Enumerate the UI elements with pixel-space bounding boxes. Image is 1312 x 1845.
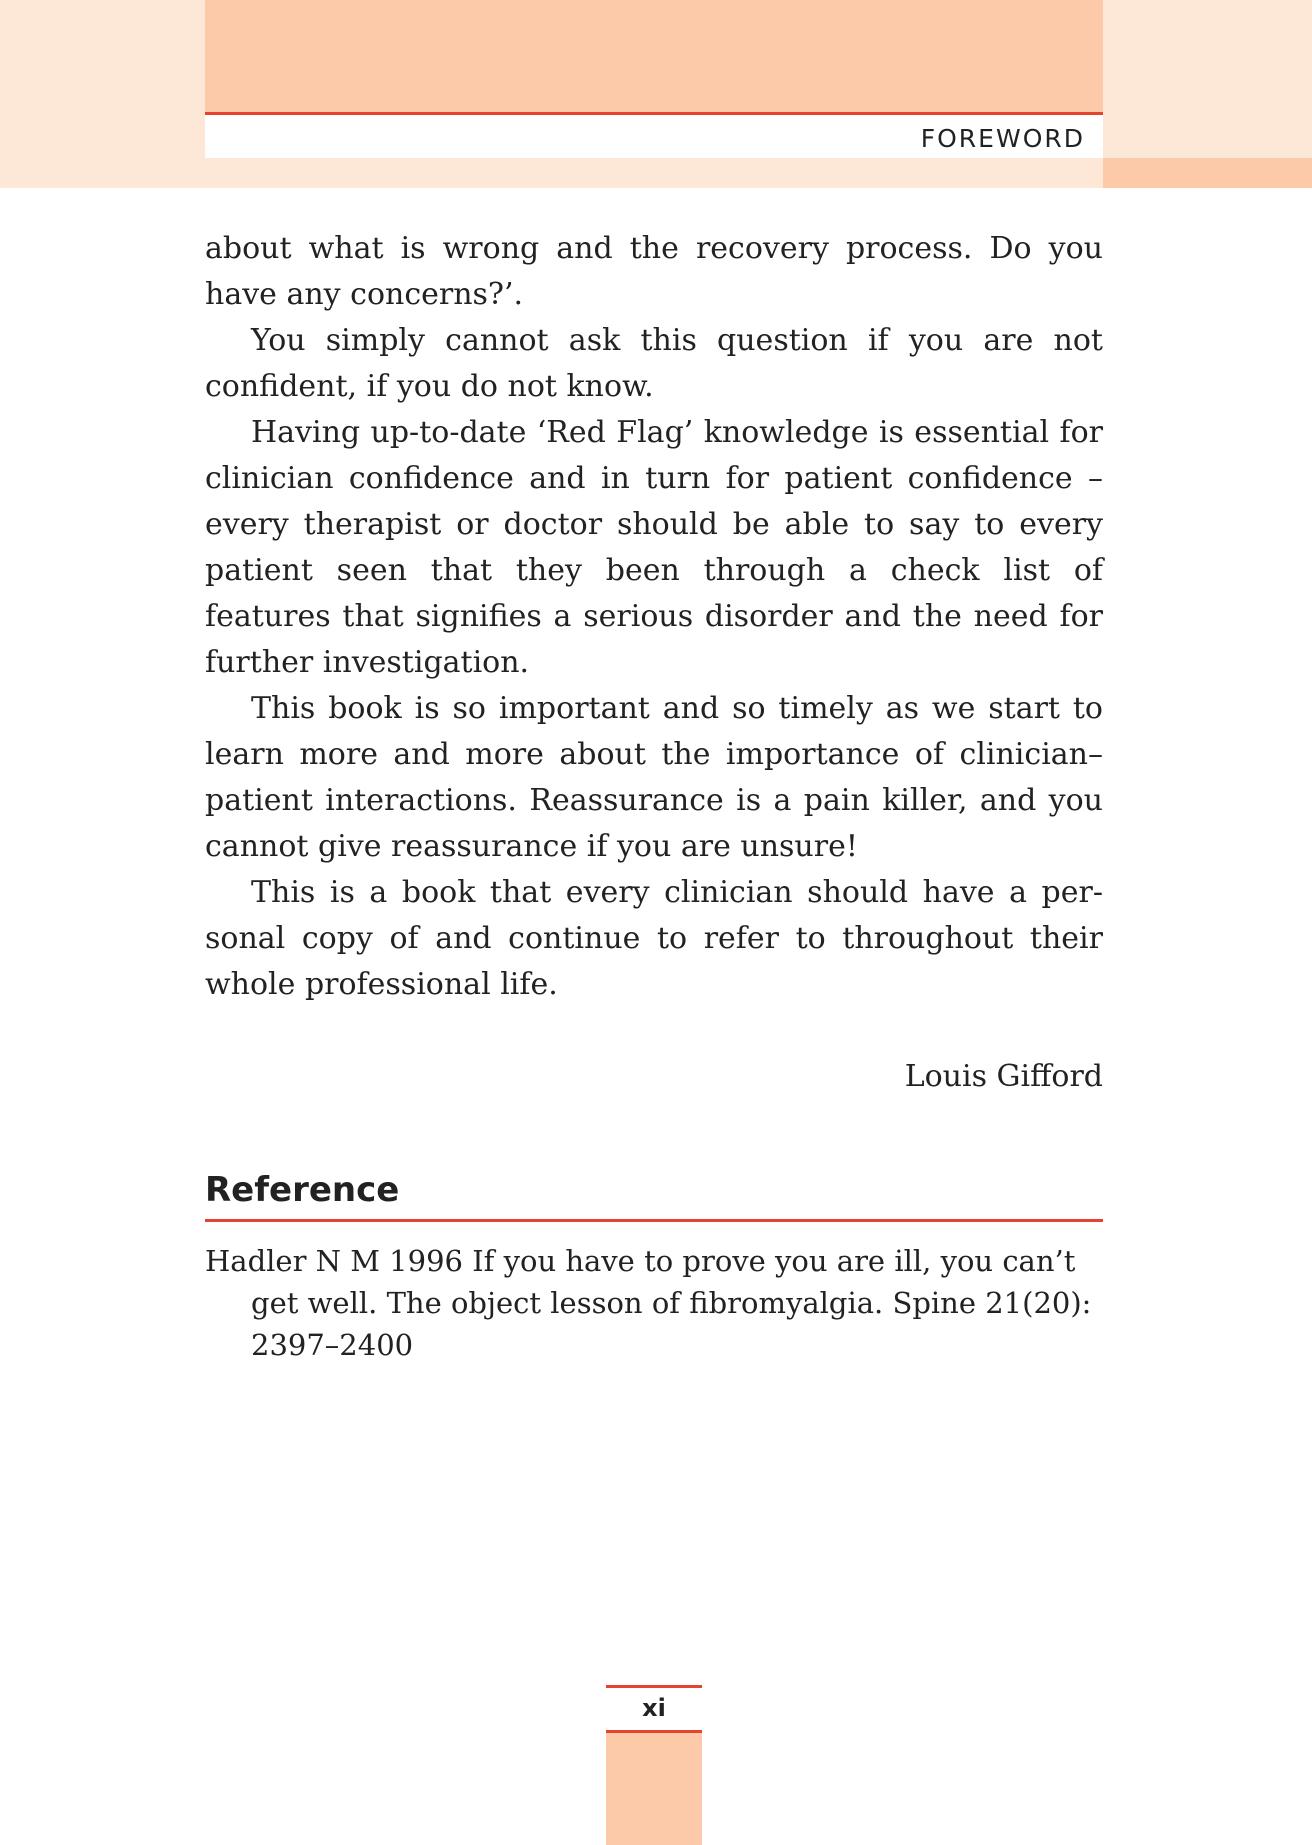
paragraph-5: This is a book that every clinician should have a personal copy of and continue to refer to throughout their whole professional life. — [205, 875, 1103, 1002]
paragraph-3: Having up-to-date ‘Red Flag’ knowledge is essential for clinician confidence and in turn for patient confidence – every therapist or doctor should be able to say to every patient seen that they been through a check list of features that signifies a serious disorder and the need for further investigation. — [205, 415, 1103, 680]
running-head-bar — [205, 112, 1103, 158]
page-number-box — [606, 1685, 702, 1733]
reference-heading: Reference — [205, 1164, 1103, 1222]
author-signature: Louis Gifford — [904, 1059, 1103, 1094]
footer-tab — [606, 1733, 702, 1845]
page-number: xi — [642, 1694, 666, 1722]
paragraph-1: about what is wrong and the recovery process. Do you have any concerns?’. — [205, 231, 1103, 312]
foreword-body — [205, 226, 1103, 1100]
paragraph-2: You simply cannot ask this question if you are not confident, if you do not know. — [205, 323, 1103, 404]
reference-entry: Hadler N M 1996 If you have to prove you are ill, you can’t get well. The object lesson of fibromyalgia. Spine 21(20): 2397–2400 — [205, 1244, 1092, 1362]
paragraph-4: This book is so important and so timely as we start to learn more and more about the importance of clinician–patient interactions. Reassurance is a pain killer, and you cannot give reassurance if you are unsure! — [205, 691, 1103, 864]
header-band — [205, 0, 1103, 114]
header-band-right — [1103, 158, 1312, 188]
running-head: FOREWORD — [920, 124, 1085, 153]
